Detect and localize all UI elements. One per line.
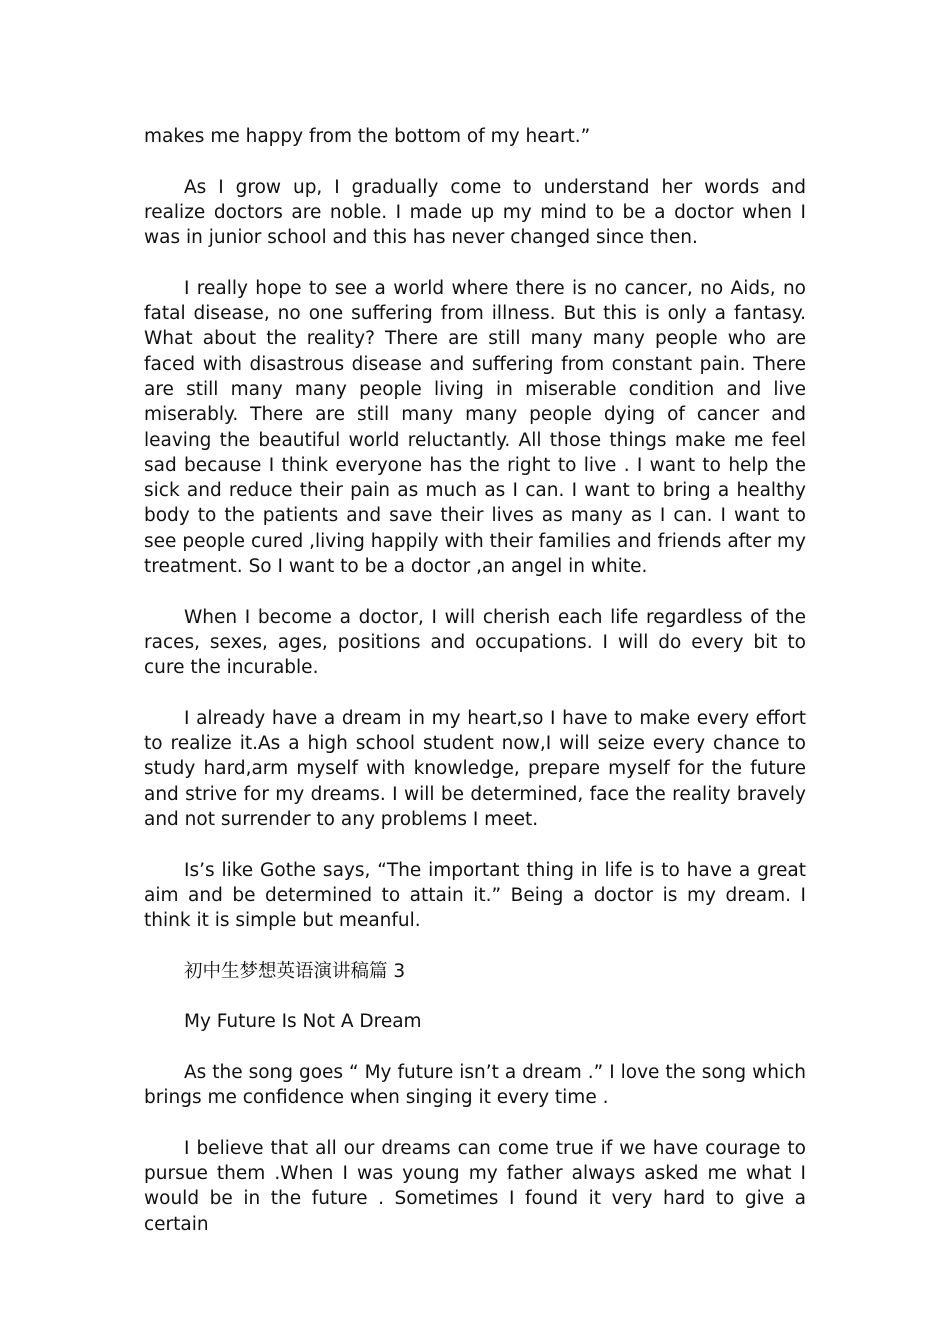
paragraph-continuation: makes me happy from the bottom of my heart.” <box>144 126 591 147</box>
section-heading: 初中生梦想英语演讲稿篇 3 <box>184 960 406 982</box>
document-page <box>144 124 806 1262</box>
paragraph-dream-in-heart: I already have a dream in my heart,so I have to make every effort to realize it.As a high school student now,I will seize every chance to study hard,arm myself with knowledge, prepare myself for the future and strive for my dreams. I will be determined, face the reality bravely and not surrender to any problems I meet. <box>144 707 806 831</box>
paragraph-hope-world: I really hope to see a world where there is no cancer, no Aids, no fatal disease, no one suffering from illness. But this is only a fantasy. What about the reality? There are still many many people who are faced with disastrous disease and suffering from constant pain. There are still many many people living in miserable condition and live miserably. There are still many many people dying of cancer and leaving the beautiful world reluctantly. All those things make me feel sad because I think everyone has the right to live . I want to help the sick and reduce their pain as much as I can. I want to bring a healthy body to the patients and save their lives as many as I can. I want to see people cured ,living happily with their families and friends after my treatment. So I want to be a doctor ,an angel in white. <box>144 277 806 578</box>
speech-title: My Future Is Not A Dream <box>184 1011 422 1033</box>
paragraph-gothe-quote: Is’s like Gothe says, “The important thing in life is to have a great aim and be determined to attain it.” Being a doctor is my dream. I think it is simple but meanful. <box>144 859 806 932</box>
paragraph-become-doctor: When I become a doctor, I will cherish each life regardless of the races, sexes, ages, positions and occupations. I will do every bit to cure the incurable. <box>144 606 806 679</box>
paragraph-grow-up: As I grow up, I gradually come to understand her words and realize doctors are noble. I made up my mind to be a doctor when I was in junior school and this has never changed since then. <box>144 176 806 249</box>
paragraph-song: As the song goes “ My future isn’t a dream .” I love the song which brings me confidence when singing it every time . <box>144 1061 806 1109</box>
paragraph-believe-dreams: I believe that all our dreams can come true if we have courage to pursue them .When I was young my father always asked me what I would be in the future . Sometimes I found it very hard to give a certain <box>144 1137 806 1235</box>
